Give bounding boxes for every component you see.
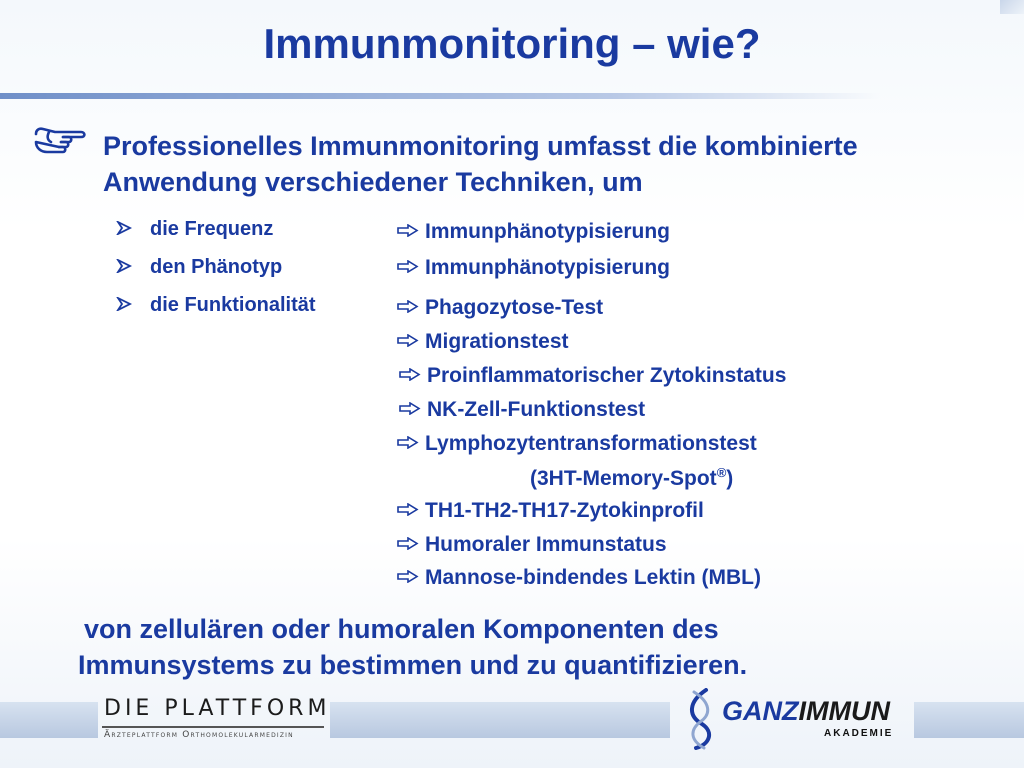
pointing-hand-icon — [33, 124, 89, 158]
technique-item — [397, 220, 670, 244]
akademie-text: AKADEMIE — [824, 728, 894, 739]
arrow-right-icon — [397, 436, 419, 449]
aim-label: die Frequenz — [150, 218, 274, 240]
aim-item — [116, 294, 316, 317]
closing-line-1: von zellulären oder humoralen Komponenten des — [84, 614, 719, 644]
corner-decoration — [1000, 0, 1024, 14]
technique-label: Immunphänotypisierung — [425, 256, 671, 279]
technique-label: Immunphänotypisierung — [425, 220, 671, 243]
intro-line-2: Anwendung verschiedener Techniken, um — [103, 167, 643, 197]
title-divider — [0, 93, 880, 99]
memory-spot-text: (3HT-Memory-Spot — [530, 467, 717, 490]
footer-bar — [330, 702, 670, 738]
arrow-right-icon — [397, 503, 419, 516]
technique-label: Mannose-bindendes Lektin (MBL) — [425, 566, 761, 589]
technique-item — [399, 364, 786, 388]
technique-item — [397, 499, 704, 523]
plattform-name: DIE PLATTFORM — [104, 696, 331, 721]
immun-text: IMMUN — [798, 696, 890, 726]
technique-label: NK-Zell-Funktionstest — [427, 398, 646, 421]
footer-bar — [0, 702, 98, 738]
aim-label: den Phänotyp — [150, 256, 283, 278]
arrow-right-icon — [397, 570, 419, 583]
slide-title: Immunmonitoring – wie? — [263, 20, 761, 67]
intro-line-1: Professionelles Immunmonitoring umfasst die kombinierte — [103, 131, 858, 161]
technique-item — [397, 296, 603, 320]
technique-item — [397, 330, 569, 354]
ganzimmun-wordmark — [722, 696, 890, 727]
technique-item — [397, 432, 757, 456]
aim-item — [116, 218, 273, 241]
chevron-bullet-icon — [116, 259, 140, 273]
ganz-text: GANZ — [722, 696, 799, 726]
die-plattform-logo — [100, 694, 331, 748]
arrow-right-icon — [397, 260, 419, 273]
technique-item — [397, 256, 670, 280]
helix-logo-icon — [684, 688, 718, 750]
technique-item — [399, 398, 645, 422]
aim-label: die Funktionalität — [150, 294, 316, 316]
technique-label: Lymphozytentransformationstest — [425, 432, 757, 455]
arrow-right-icon — [399, 402, 421, 415]
plattform-subtitle: Ärzteplattform Orthomolekularmedizin — [104, 730, 294, 740]
technique-item — [397, 566, 761, 590]
arrow-right-icon — [397, 537, 419, 550]
technique-item — [397, 533, 667, 557]
ganzimmun-logo — [684, 688, 910, 752]
closing-line-2: Immunsystems zu bestimmen und zu quantifizieren. — [78, 650, 748, 680]
technique-label: TH1-TH2-TH17-Zytokinprofil — [425, 499, 704, 522]
technique-label: Humoraler Immunstatus — [425, 533, 667, 556]
memory-spot-close: ) — [726, 467, 734, 490]
arrow-right-icon — [397, 334, 419, 347]
arrow-right-icon — [399, 368, 421, 381]
chevron-bullet-icon — [116, 221, 140, 235]
technique-label: Phagozytose-Test — [425, 296, 604, 319]
arrow-right-icon — [397, 300, 419, 313]
technique-label: Migrationstest — [425, 330, 569, 353]
arrow-right-icon — [397, 224, 419, 237]
closing-paragraph — [78, 611, 747, 683]
memory-spot-note — [530, 465, 733, 491]
aim-item — [116, 256, 282, 279]
chevron-bullet-icon — [116, 297, 140, 311]
registered-mark: ® — [716, 465, 727, 480]
footer-bar — [914, 702, 1024, 738]
intro-paragraph — [103, 128, 1003, 200]
plattform-rule — [102, 726, 324, 728]
technique-label: Proinflammatorischer Zytokinstatus — [427, 364, 787, 387]
